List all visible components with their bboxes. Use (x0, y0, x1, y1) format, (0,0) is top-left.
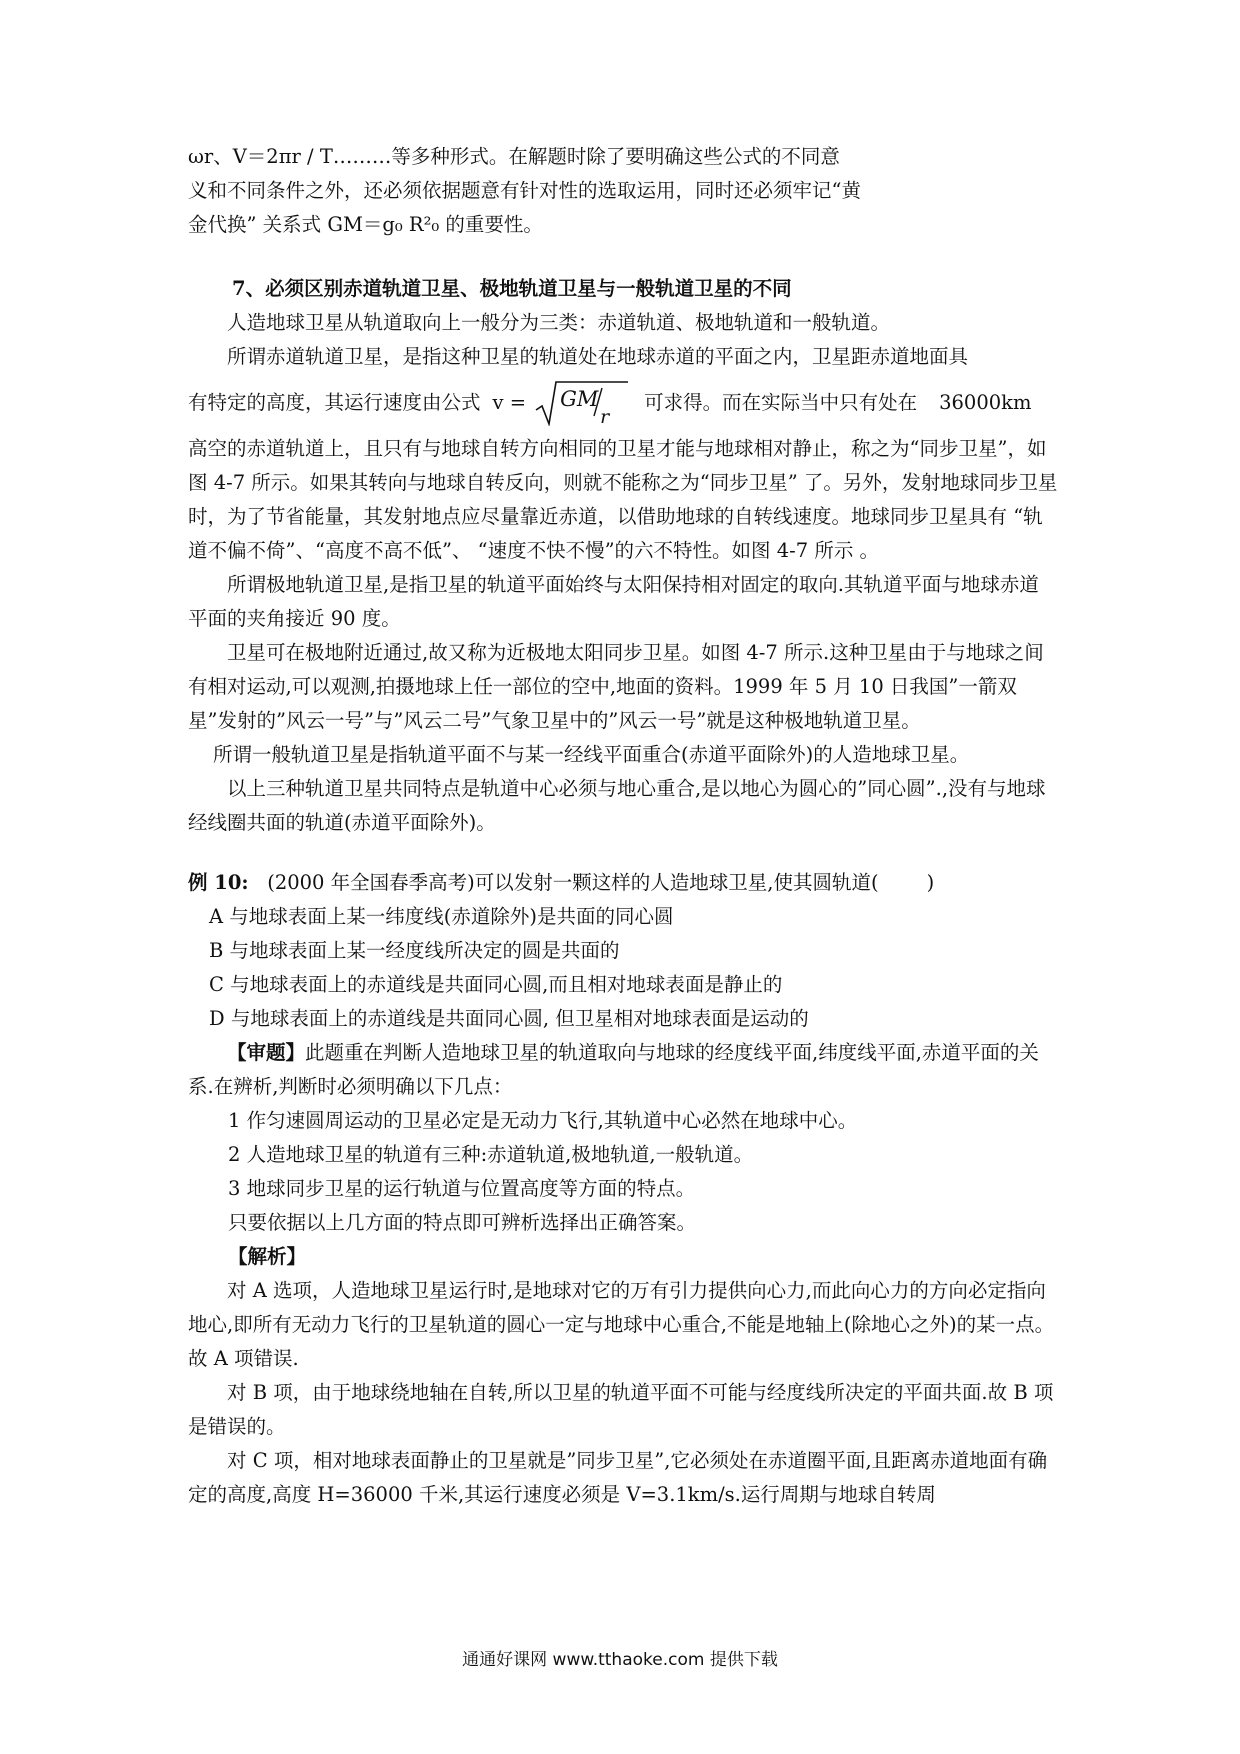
altitude-value: 36000km (939, 391, 1032, 414)
review-text: 此题重在判断人造地球卫星的轨道取向与地球的经度线平面,纬度线平面,赤道平面的关系.在辨析,判断时必须明确以下几点： (188, 1041, 1039, 1098)
square-root (534, 380, 630, 426)
option-a: A 与地球表面上某一纬度线(赤道除外)是共面的同心圆 (209, 905, 674, 928)
review-point-1: 1 作匀速圆周运动的卫星必定是无动力飞行,其轨道中心必然在地球中心。 (228, 1109, 858, 1132)
option-d: D 与地球表面上的赤道线是共面同心圆, 但卫星相对地球表面是运动的 (209, 1007, 809, 1030)
analysis-b: 对 B 项，由于地球绕地轴在自转,所以卫星的轨道平面不可能与经度线所决定的平面共面.故 B 项是错误的。 (188, 1381, 1054, 1438)
formula-denominator: r (600, 406, 610, 428)
section-paragraph-6: 以上三种轨道卫星共同特点是轨道中心必须与地心重合,是以地心为圆心的”同心圆”.,没有与地球经线圈共面的轨道(赤道平面除外)。 (188, 777, 1046, 834)
formula-lead-text: 有特定的高度，其运行速度由公式 (188, 391, 481, 414)
review-point-3: 3 地球同步卫星的运行轨道与位置高度等方面的特点。 (228, 1177, 696, 1200)
section-paragraph-2-line-1: 所谓赤道轨道卫星，是指这种卫星的轨道处在地球赤道的平面之内，卫星距赤道地面具 (227, 345, 969, 368)
formula-numerator: GM (560, 387, 599, 411)
review-conclusion: 只要依据以上几方面的特点即可辨析选择出正确答案。 (228, 1211, 697, 1234)
example-question (188, 866, 1058, 900)
page-footer: 通通好课网 www.tthaoke.com 提供下载 (462, 1650, 778, 1670)
formula-line (188, 374, 1058, 432)
section-paragraph-3: 所谓极地轨道卫星,是指卫星的轨道平面始终与太阳保持相对固定的取向.其轨道平面与地球赤道平面的夹角接近 90 度。 (188, 573, 1039, 630)
example-label: 例 10: (188, 871, 249, 894)
section-paragraph-4: 卫星可在极地附近通过,故又称为近极地太阳同步卫星。如图 4-7 所示.这种卫星由于与地球之间有相对运动,可以观测,拍摄地球上任一部位的空中,地面的资料。1999 年 5 月 10 日我国”一箭双星”发射的”风云一号”与”风云二号”气象卫星中的”风云一号”就是这种极地轨道卫星。 (188, 641, 1044, 732)
analysis-c: 对 C 项，相对地球表面静止的卫星就是”同步卫星”,它必须处在赤道圈平面,且距离赤道地面有确定的高度,高度 H=36000 千米,其运行速度必须是 V=3.1km/s.运行周期与地球自转周 (188, 1449, 1048, 1506)
intro-line-1: ωr、V＝2πr / T………等多种形式。在解题时除了要明确这些公式的不同意 (188, 145, 840, 168)
review-label: 【审题】 (227, 1041, 306, 1064)
example-question-close: ) (926, 871, 935, 894)
section-paragraph-1: 人造地球卫星从轨道取向上一般分为三类：赤道轨道、极地轨道和一般轨道。 (227, 311, 891, 334)
section-paragraph-2-rest: 高空的赤道轨道上，且只有与地球自转方向相同的卫星才能与地球相对静止，称之为“同步卫星”，如图 4-7 所示。如果其转向与地球自转反向，则就不能称之为“同步卫星” 了。另外，发射地球同步卫星时，为了节省能量，其发射地点应尽量靠近赤道，以借助地球的自转线速度。地球同步卫星具有 “轨道不偏不倚”、“高度不高不低”、 “速度不快不慢”的六不特性。如图 4-7 所示 。 (188, 437, 1058, 562)
section-paragraph-5: 所谓一般轨道卫星是指轨道平面不与某一经线平面重合(赤道平面除外)的人造地球卫星。 (213, 743, 970, 766)
intro-line-2: 义和不同条件之外，还必须依据题意有针对性的选取运用，同时还必须牢记“黄 (188, 179, 861, 202)
formula-trail-text: 可求得。而在实际当中只有处在 (644, 391, 918, 414)
intro-line-3: 金代换” 关系式 GM＝g₀ R²₀ 的重要性。 (188, 213, 543, 236)
section-heading: 7、必须区别赤道轨道卫星、极地轨道卫星与一般轨道卫星的不同 (232, 277, 792, 300)
analysis-a: 对 A 选项，人造地球卫星运行时,是地球对它的万有引力提供向心力,而此向心力的方向必定指向地心,即所有无动力飞行的卫星轨道的圆心一定与地球中心重合,不能是地轴上(除地心之外)的某一点。故 A 项错误. (188, 1279, 1055, 1370)
review-point-2: 2 人造地球卫星的轨道有三种:赤道轨道,极地轨道,一般轨道。 (228, 1143, 754, 1166)
formula-lhs: v = (492, 391, 527, 414)
option-c: C 与地球表面上的赤道线是共面同心圆,而且相对地球表面是静止的 (209, 973, 783, 996)
document-body (188, 140, 1058, 1512)
example-question-text: (2000 年全国春季高考)可以发射一颗这样的人造地球卫星,使其圆轨道( (267, 871, 879, 894)
option-b: B 与地球表面上某一经度线所决定的圆是共面的 (209, 939, 620, 962)
analysis-label: 【解析】 (228, 1245, 307, 1268)
velocity-formula (493, 380, 631, 426)
review-paragraph (188, 1036, 1058, 1104)
